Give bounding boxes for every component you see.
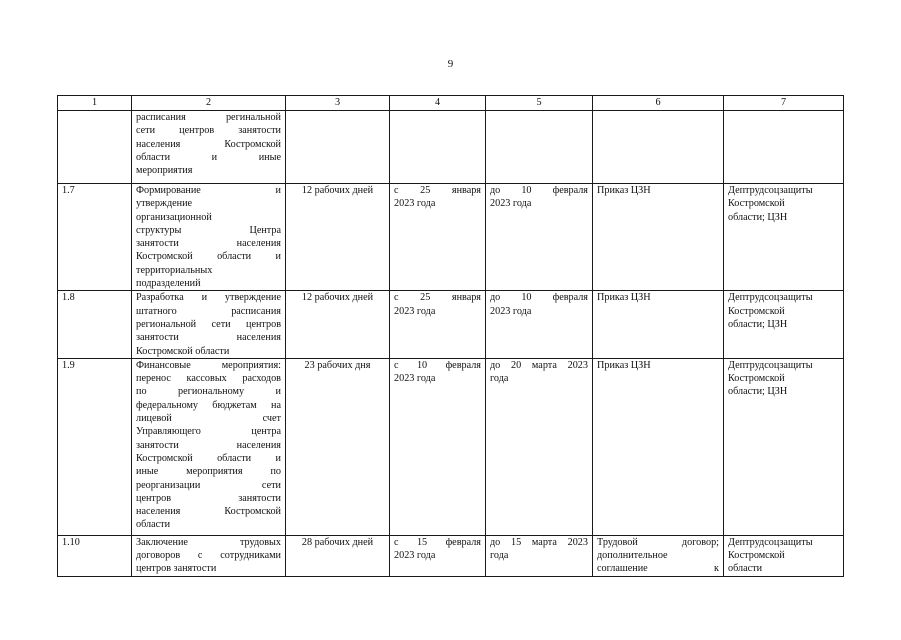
cell-line: соглашение к (597, 563, 719, 575)
cell-event (132, 535, 286, 576)
cell-document (593, 184, 724, 291)
cell-line: по региональному и (136, 386, 281, 398)
cell-line: области; ЦЗН (728, 211, 788, 223)
cell-line: области (728, 563, 763, 575)
cell-end (486, 291, 593, 358)
cell-start (390, 358, 486, 535)
cell-duration (286, 111, 390, 184)
cell-line: 2023 года (394, 305, 436, 317)
cell-duration: 28 рабочих дней (286, 535, 390, 576)
cell-line: Костромской области и (136, 251, 281, 263)
cell-line: Трудовой договор; (597, 536, 719, 548)
cell-line: региональной сети центров (136, 318, 281, 330)
cell-duration: 12 рабочих дней (286, 184, 390, 291)
cell-line: 2023 года (490, 305, 532, 317)
cell-line: подразделений (136, 278, 201, 290)
cell-responsible (724, 291, 844, 358)
column-number: 5 (486, 96, 593, 111)
table-row (58, 184, 844, 291)
cell-line: Дептрудсоцзащиты (728, 359, 813, 371)
cell-line: мероприятия (136, 165, 193, 177)
plan-table (57, 95, 844, 577)
cell-line: Приказ ЦЗН (597, 292, 651, 304)
cell-event (132, 111, 286, 184)
cell-line: организационной (136, 211, 212, 223)
cell-line: территориальных (136, 264, 213, 276)
cell-line: Дептрудсоцзащиты (728, 185, 813, 196)
cell-start (390, 184, 486, 291)
cell-line: федеральному бюджетам на (136, 399, 281, 411)
cell-line: лицевой счет (136, 413, 281, 425)
cell-number (58, 111, 132, 184)
cell-line: занятости населения (136, 238, 281, 250)
cell-event (132, 358, 286, 535)
cell-line: Управляющего центра (136, 426, 281, 438)
cell-line: Дептрудсоцзащиты (728, 292, 813, 304)
cell-line: Костромской области (136, 345, 230, 357)
table-row (58, 291, 844, 358)
cell-line: утверждение (136, 198, 193, 210)
cell-line: с 10 февраля (394, 359, 481, 371)
cell-line: 2023 года (394, 198, 436, 210)
cell-line: Костромской (728, 550, 785, 562)
cell-line: центров занятости (136, 563, 217, 575)
cell-end (486, 184, 593, 291)
cell-line: года (490, 550, 509, 562)
cell-line: расписания регинальной (136, 112, 281, 123)
cell-line: до 10 февраля (490, 292, 588, 304)
cell-line: Заключение трудовых (136, 536, 281, 548)
column-number: 6 (593, 96, 724, 111)
cell-line: Приказ ЦЗН (597, 185, 651, 196)
cell-responsible (724, 111, 844, 184)
cell-event (132, 184, 286, 291)
cell-number: 1.10 (58, 535, 132, 576)
cell-line: области; ЦЗН (728, 318, 788, 330)
cell-responsible (724, 535, 844, 576)
table-row (58, 358, 844, 535)
cell-start (390, 535, 486, 576)
cell-line: штатного расписания (136, 305, 281, 317)
cell-responsible (724, 358, 844, 535)
cell-number: 1.7 (58, 184, 132, 291)
cell-line: Финансовые мероприятия: (136, 359, 281, 371)
cell-line: до 20 марта 2023 (490, 359, 588, 371)
cell-line: перенос кассовых расходов (136, 373, 281, 385)
cell-document (593, 111, 724, 184)
cell-line: сети центров занятости (136, 125, 281, 137)
cell-event (132, 291, 286, 358)
cell-line: занятости населения (136, 332, 281, 344)
cell-line: Приказ ЦЗН (597, 359, 651, 371)
cell-line: области (136, 519, 171, 531)
cell-duration: 12 рабочих дней (286, 291, 390, 358)
cell-line: реорганизации сети (136, 479, 281, 491)
cell-number: 1.8 (58, 291, 132, 358)
cell-document (593, 291, 724, 358)
cell-line: структуры Центра (136, 224, 281, 236)
cell-line: области и иные (136, 151, 281, 163)
cell-line: центров занятости (136, 492, 281, 504)
cell-line: до 15 марта 2023 (490, 536, 588, 548)
cell-line: дополнительное (597, 550, 668, 562)
cell-start (390, 111, 486, 184)
cell-line: договоров с сотрудниками (136, 550, 281, 562)
cell-end (486, 535, 593, 576)
cell-line: Формирование и (136, 185, 281, 196)
table-row (58, 535, 844, 576)
page-number: 9 (447, 58, 454, 70)
cell-line: Разработка и утверждение (136, 292, 281, 304)
cell-line: 2023 года (490, 198, 532, 210)
column-number: 7 (724, 96, 844, 111)
cell-document (593, 535, 724, 576)
cell-start (390, 291, 486, 358)
cell-line: года (490, 373, 509, 385)
cell-line: иные мероприятия по (136, 466, 281, 478)
column-number: 3 (286, 96, 390, 111)
column-number-row (58, 96, 844, 111)
cell-line: занятости населения (136, 439, 281, 451)
cell-duration: 23 рабочих дня (286, 358, 390, 535)
cell-end (486, 358, 593, 535)
column-number: 1 (58, 96, 132, 111)
cell-line: с 15 февраля (394, 536, 481, 548)
cell-line: с 25 января (394, 185, 481, 196)
column-number: 2 (132, 96, 286, 111)
cell-line: Дептрудсоцзащиты (728, 536, 813, 548)
cell-line: населения Костромской (136, 506, 281, 518)
cell-line: до 10 февраля (490, 185, 588, 196)
cell-document (593, 358, 724, 535)
cell-line: Костромской (728, 373, 785, 385)
cell-line: с 25 января (394, 292, 481, 304)
column-number: 4 (390, 96, 486, 111)
table-row (58, 111, 844, 184)
cell-line: 2023 года (394, 373, 436, 385)
cell-line: Костромской области и (136, 452, 281, 464)
cell-end (486, 111, 593, 184)
cell-line: Костромской (728, 305, 785, 317)
cell-line: области; ЦЗН (728, 386, 788, 398)
cell-responsible (724, 184, 844, 291)
cell-number: 1.9 (58, 358, 132, 535)
cell-line: Костромской (728, 198, 785, 210)
cell-line: 2023 года (394, 550, 436, 562)
cell-line: населения Костромской (136, 138, 281, 150)
